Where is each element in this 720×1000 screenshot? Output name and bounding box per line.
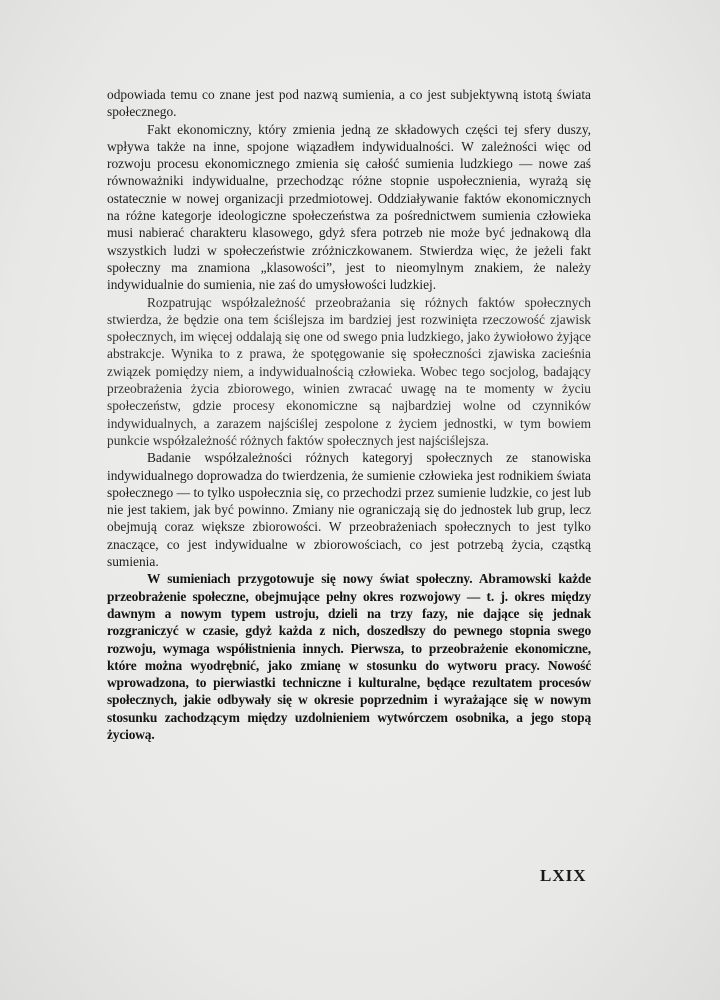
paragraph-1: odpowiada temu co znane jest pod nazwą sumienia, a co jest subjektywną istotą świata społecznego. xyxy=(107,87,591,120)
body-text xyxy=(107,86,591,743)
paragraph-4: Badanie współzależności różnych kategoryj społecznych ze stanowiska indywidualnego doprowadza do twierdzenia, że sumienie człowieka jest rodnikiem świata społecznego — to tylko uspołecznia się, co przechodzi przez sumienie ludzkie, co jest lub nie jest takiem, jak być powinno. Zmiany nie ograniczają się do jednostek lub grup, lecz obejmują coraz większe zbiorowości. W przeobrażeniach społecznych to jest tylko znaczące, co jest indywidualne w zbiorowościach, co jest potrzebą życia, cząstką sumienia. xyxy=(107,450,591,570)
paragraph-2: Fakt ekonomiczny, który zmienia jedną ze składowych części tej sfery duszy, wpływa także na inne, spojone wiązadłem indywidualności. W zależności więc od rozwoju procesu ekonomicznego zmienia się całość sumienia ludzkiego — nowe zaś równoważniki indywidualne, przechodząc różne stopnie uspołecznienia, wyrażą się ostatecznie w nowej organizacji przedmiotowej. Oddziaływanie faktów ekonomicznych na różne kategorje ideologiczne społeczeństwa za pośrednictwem sumienia człowieka musi nabierać charakteru klasowego, gdyż sfera potrzeb nie może być jednakową dla wszystkich ludzi w społeczeństwie zróżniczkowanem. Stwierdza więc, że jeżeli fakt społeczny ma znamiona „klasowości”, jest to nieomylnym znakiem, że należy indywidualnie do sumienia, nie zaś do umysłowości ludzkiej. xyxy=(107,121,591,293)
page-number: LXIX xyxy=(540,866,587,885)
paragraph-5: W sumieniach przygotowuje się nowy świat społeczny. Abramowski każde przeobrażenie społeczne, obejmujące pełny okres rozwojowy — t. j. okres między dawnym a nowym typem ustroju, dzieli na trzy fazy, nie dające się jednak rozgraniczyć w czasie, gdyż każda z nich, doszedłszy do pewnego stopnia swego rozwoju, wymaga współistnienia innych. Pierwsza, to przeobrażenie ekonomiczne, które można wyodrębnić, jako zmianę w stosunku do wytworu pracy. Nowość wprowadzona, to pierwiastki techniczne i kulturalne, będące rezultatem procesów społecznych, jakie odbywały się w okresie poprzednim i wyrażające się w nowym stosunku zachodzącym między uzdolnieniem wytwórczem osobnika, a jego stopą życiową. xyxy=(107,571,591,742)
paragraph-3: Rozpatrując współzależność przeobrażania się różnych faktów społecznych stwierdza, że będzie ona tem ściślejsza im bardziej jest rozwinięta rzeczowość zjawisk społecznych, im więcej oddalają się one od swego pnia ludzkiego, jako żywiołowo żyjące abstrakcje. Wynika to z prawa, że spotęgowanie się społeczności zjawiska zacieśnia związek pomiędzy niem, a indywidualnością człowieka. Wobec tego socjolog, badający przeobrażenia życia zbiorowego, winien zwracać uwagę na te momenty w życiu społeczeństw, gdzie procesy ekonomiczne są najbardziej wolne od czynników indywidualnych, a zarazem najściślej zespolone z życiem jednostki, w tym bowiem punkcie współzależność różnych faktów społecznych jest najściślejsza. xyxy=(107,294,591,448)
